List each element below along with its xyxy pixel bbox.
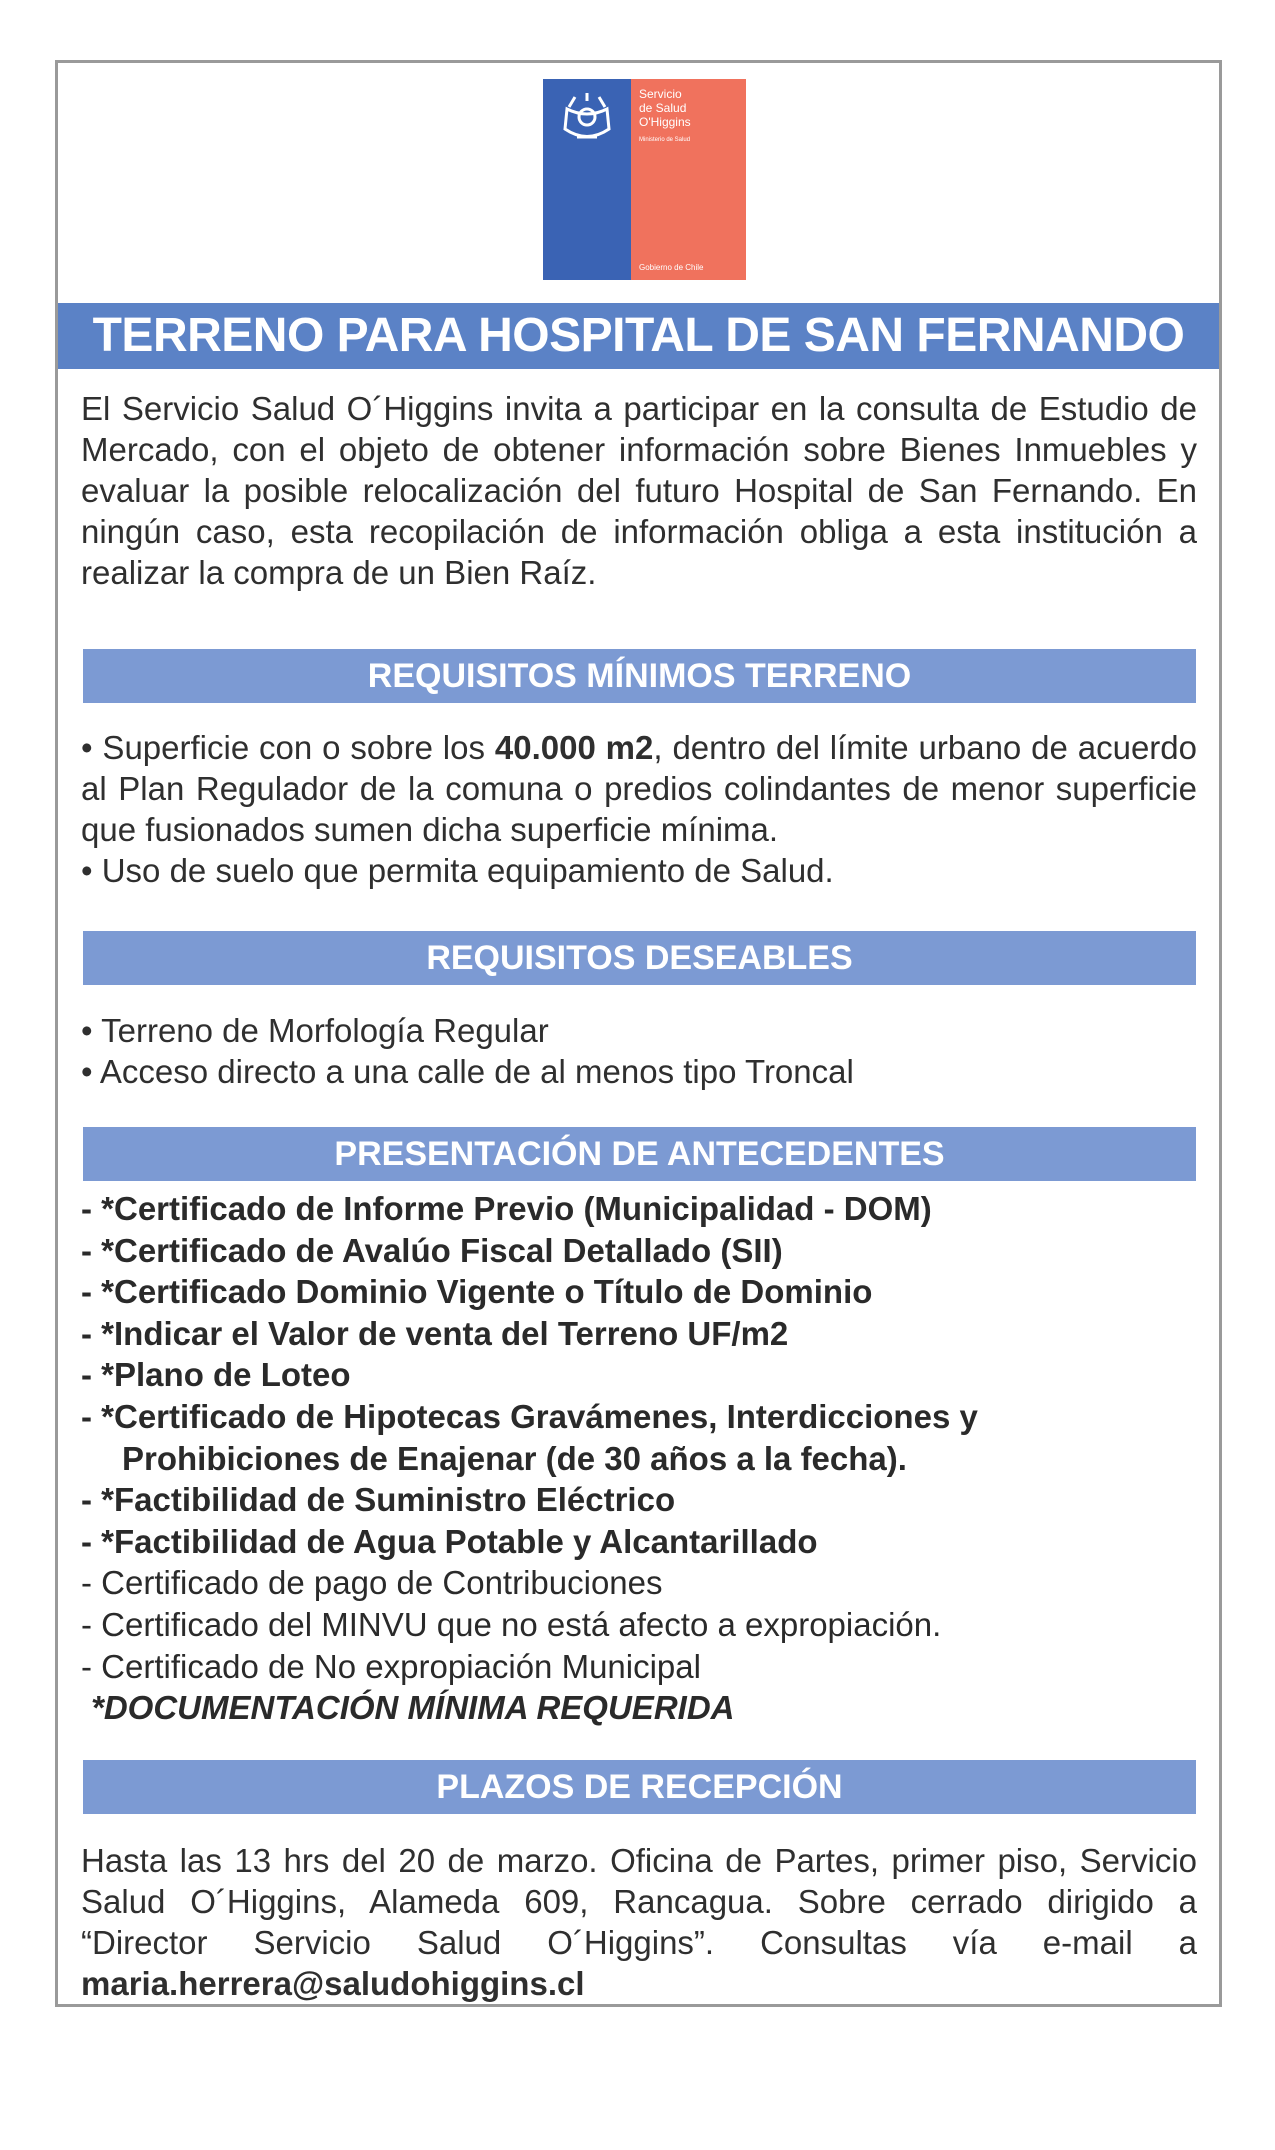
list-item: - Certificado del MINVU que no está afecto a expropiación. xyxy=(81,1605,942,1643)
section-heading-antecedentes: PRESENTACIÓN DE ANTECEDENTES xyxy=(83,1127,1196,1181)
list-item-continuation: Prohibiciones de Enajenar (de 30 años a la fecha). xyxy=(122,1439,907,1477)
section-heading-deseables: REQUISITOS DESEABLES xyxy=(83,931,1196,985)
required-note: *DOCUMENTACIÓN MÍNIMA REQUERIDA xyxy=(91,1689,735,1727)
list-item: • Acceso directo a una calle de al menos tipo Troncal xyxy=(81,1053,854,1090)
intro-paragraph: El Servicio Salud O´Higgins invita a participar en la consulta de Estudio de Mercado, con el objeto de obtener información sobre Bienes Inmuebles y evaluar la posible relocalización del futuro Hospital de San Fernando. En ningún caso, esta recopilación de información obliga a esta institución a realizar la compra de un Bien Raíz. xyxy=(81,390,1197,591)
logo-name: Servicio de Salud O'Higgins xyxy=(639,87,691,129)
deseables-list xyxy=(81,1010,1197,1092)
antecedentes-list xyxy=(81,1188,1197,1729)
list-item: - *Certificado Dominio Vigente o Título de Dominio xyxy=(81,1273,873,1311)
list-item: - *Plano de Loteo xyxy=(81,1356,351,1394)
logo-ministry: Ministerio de Salud xyxy=(639,137,691,143)
logo-red-panel xyxy=(631,79,746,280)
list-item: - *Certificado de Informe Previo (Municipalidad - DOM) xyxy=(81,1190,932,1227)
list-item: - *Indicar el Valor de venta del Terreno UF/m2 xyxy=(81,1314,789,1352)
plazos-paragraph: Hasta las 13 hrs del 20 de marzo. Oficina de Partes, primer piso, Servicio Salud O´Higgins, Alameda 609, Rancagua. Sobre cerrado dirigido a “Director Servicio Salud O´Higgins”. Consultas vía e-mail a maria.herrera@saludohiggins.cl xyxy=(81,1842,1197,2002)
logo-blue-panel xyxy=(543,79,631,280)
contact-email[interactable]: maria.herrera@saludohiggins.cl xyxy=(81,1965,585,2002)
list-item: • Terreno de Morfología Regular xyxy=(81,1012,549,1049)
list-item: - *Factibilidad de Suministro Eléctrico xyxy=(81,1481,676,1519)
list-item: - Certificado de pago de Contribuciones xyxy=(81,1564,663,1602)
section-heading-plazos: PLAZOS DE RECEPCIÓN xyxy=(83,1760,1196,1814)
list-item: - Certificado de No expropiación Municipal xyxy=(81,1647,701,1685)
chile-crest-icon xyxy=(557,89,617,149)
logo-government: Gobierno de Chile xyxy=(639,263,704,272)
page-title: TERRENO PARA HOSPITAL DE SAN FERNANDO xyxy=(58,303,1219,369)
section-heading-minimos: REQUISITOS MÍNIMOS TERRENO xyxy=(83,649,1196,703)
list-item: • Superficie con o sobre los 40.000 m2, dentro del límite urbano de acuerdo al Plan Regulador de la comuna o predios colindantes de menor superficie que fusionados sumen dicha superficie mínima. xyxy=(81,729,1197,848)
minimos-list xyxy=(81,727,1197,891)
list-item: - *Certificado de Hipotecas Gravámenes, Interdicciones y xyxy=(81,1397,978,1435)
notice-frame xyxy=(55,60,1222,2007)
list-item: - *Factibilidad de Agua Potable y Alcantarillado xyxy=(81,1522,818,1560)
list-item: • Uso de suelo que permita equipamiento de Salud. xyxy=(81,852,834,889)
servicio-salud-logo xyxy=(543,79,746,280)
list-item: - *Certificado de Avalúo Fiscal Detallado (SII) xyxy=(81,1231,783,1269)
